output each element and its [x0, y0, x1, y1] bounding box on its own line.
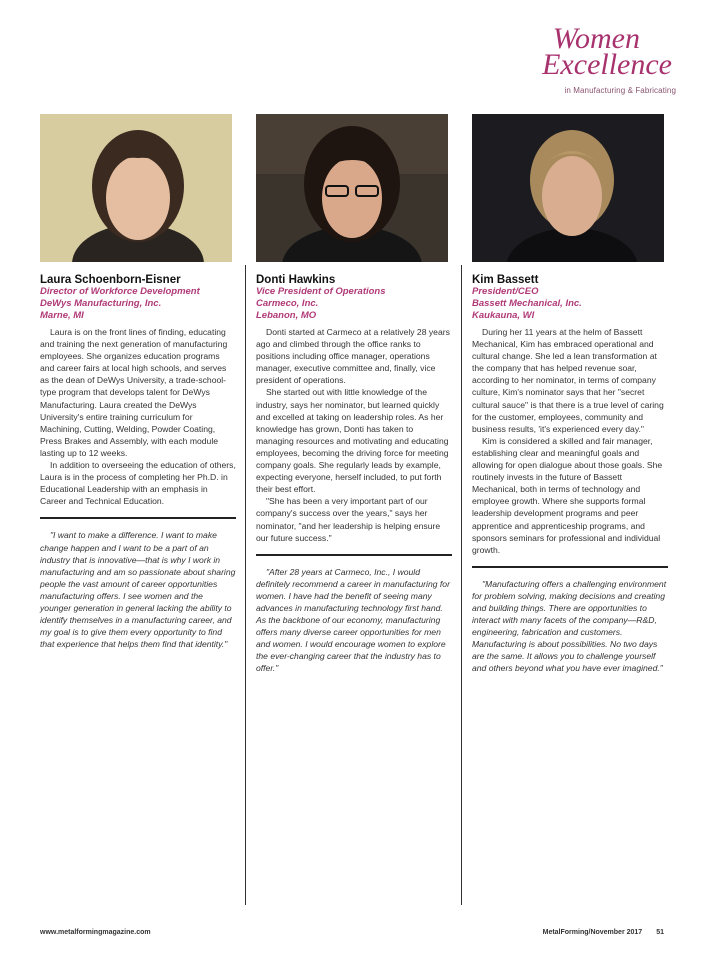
- logo-line2: Excellence: [542, 48, 672, 81]
- profile-company: Carmeco, Inc.: [256, 298, 319, 309]
- page-number: 51: [656, 929, 664, 936]
- profile-name: Laura Schoenborn-Eisner: [40, 274, 181, 286]
- footer-publication: MetalForming/November 2017: [542, 929, 643, 936]
- body-paragraph: Laura is on the front lines of finding, educating and training the next generation of manufacturing employees. She organizes education programs and career fairs at local high schools, and serves as the dean of DeWys University, a trade-school-type program that develops talent for DeWys Manufacturing. Laura created the DeWys University's entire training curriculum for Machining, Cutting, Welding, Powder Coating, Press Brakes and Assembly, with each module lasting up to 12 weeks.: [40, 327, 228, 458]
- profile-location: Kaukauna, WI: [472, 310, 535, 321]
- profile-column-2: [256, 114, 452, 675]
- women-excellence-logo: [520, 22, 680, 100]
- quote-divider: [472, 566, 668, 568]
- profile-body: [472, 326, 668, 556]
- portrait-photo: [256, 114, 448, 262]
- profile-title: Director of Workforce Development: [40, 286, 200, 297]
- profile-quote: "After 28 years at Carmeco, Inc., I would definitely recommend a career in manufacturing for women. I have had the benefit of seeing many advances in manufacturing technology first hand. As the backbone of our economy, manufacturing offers many diverse career opportunities for men and women. I would encourage women to explore the ever-changing career that the industry has to offer.": [256, 566, 450, 674]
- footer-website: www.metalformingmagazine.com: [40, 929, 151, 936]
- profile-location: Marne, MI: [40, 310, 84, 321]
- body-paragraph: She started out with little knowledge of the industry, says her nominator, but learned quickly and excelled at taking on leadership roles. As her knowledge has grown, Donti has taken to managing resources and motivating and educating employees, becoming the driving force for meeting company goals. She regularly leads by example, expecting everyone, herself included, to put forth their best effort.: [256, 387, 449, 495]
- profile-quote: "Manufacturing offers a challenging environment for problem solving, making decisions and creating and building things. There are opportunities to interact with many facets of the company—R&D, engineering, fabrication and customers. Manufacturing is about possibilities. No two days are the same. It allows you to challenge yourself and others beyond what you have ever imagined.": [472, 578, 667, 674]
- logo-line1: Women: [552, 22, 640, 55]
- quote-divider: [256, 554, 452, 556]
- portrait-photo: [472, 114, 664, 262]
- quote-divider: [40, 517, 236, 519]
- profile-location: Lebanon, MO: [256, 310, 317, 321]
- profile-company: Bassett Mechanical, Inc.: [472, 298, 582, 309]
- profile-body: [256, 326, 452, 544]
- profile-title: President/CEO: [472, 286, 539, 297]
- body-paragraph: "She has been a very important part of our company's success over the years," says her nominator, "and her leadership is helping ensure our future success.": [256, 496, 441, 543]
- profile-column-1: [40, 114, 236, 650]
- body-paragraph: During her 11 years at the helm of Bassett Mechanical, Kim has embraced operational and cultural change. She led a lean transformation at the company that has helped revenue soar, according to her nominator, in terms of company culture, Kim's nominator says that her "secret cultural sauce" is that there is a true level of caring for the customer, employees, community and business results, 'it's experienced every day.": [472, 327, 664, 434]
- footer-publication-info: [543, 929, 664, 936]
- profile-quote: "I want to make a difference. I want to make change happen and I want to be a part of an industry that is innovative—that is why I work in manufacturing and am so passionate about sharing people the vast amount of career opportunities manufacturing offers. I see women and the younger generation in general lacking the ability to identify themselves in a manufacturing career, and my goal is to give them every opportunity to find that experience that helps them find that identity.": [40, 530, 236, 650]
- profile-column-3: [472, 114, 668, 675]
- body-paragraph: In addition to overseeing the education of others, Laura is in the process of completing her Ph.D. in Educational Leadership with an emphasis in Career and Technical Education.: [40, 460, 236, 507]
- profile-body: [40, 326, 236, 507]
- profile-company: DeWys Manufacturing, Inc.: [40, 298, 162, 309]
- portrait-photo: [40, 114, 232, 262]
- logo-subtitle: in Manufacturing & Fabricating: [564, 86, 676, 95]
- profile-title: Vice President of Operations: [256, 286, 386, 297]
- profile-name: Donti Hawkins: [256, 274, 336, 286]
- column-divider: [245, 265, 246, 905]
- column-divider: [461, 265, 462, 905]
- body-paragraph: Kim is considered a skilled and fair manager, establishing clear and meaningful goals and allowing for open dialogue about those goals. She routinely invests in the future of Bassett Mechanical, both in terms of technology and employee growth. Where she supports formal leadership development programs and peer apprentice and apprenticeship programs, and sponsors seminars for professional and individual growth.: [472, 435, 663, 555]
- profile-name: Kim Bassett: [472, 274, 539, 286]
- body-paragraph: Donti started at Carmeco at a relatively 28 years ago and climbed through the office ranks to positions including office manager, operations manager, executive committee and, finally, vice president of operations.: [256, 327, 450, 386]
